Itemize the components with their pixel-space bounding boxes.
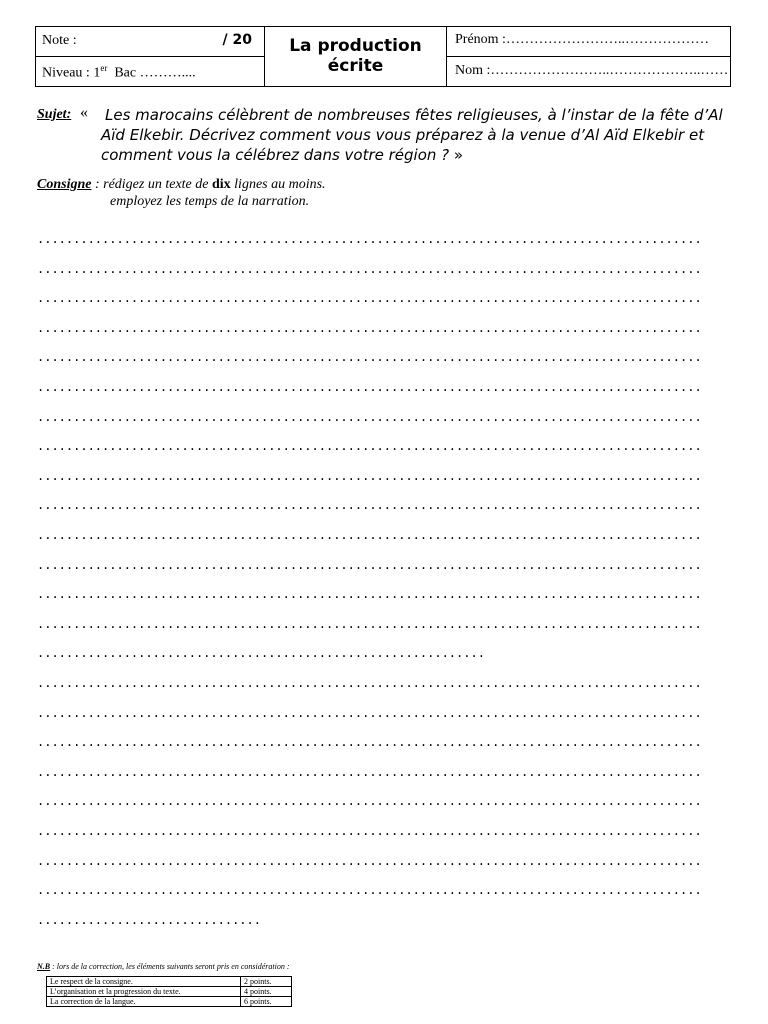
writing-line[interactable]: ............................................................................................: [37, 262, 702, 276]
title-cell: [265, 27, 447, 86]
writing-line[interactable]: ............................................................................................: [37, 528, 702, 542]
writing-line[interactable]: ............................................................................................: [37, 735, 702, 749]
niveau-cell: [36, 57, 265, 86]
note-max-score: / 20: [222, 32, 252, 48]
subject-label: Sujet:: [37, 107, 72, 122]
grading-table: [46, 976, 292, 1007]
writing-line[interactable]: ............................................................................................: [37, 558, 702, 572]
instruction-block: Consigne : rédigez un texte de dix lignes au moins. employez les temps de la narration.: [37, 177, 326, 209]
writing-line[interactable]: ............................................................................................: [37, 676, 702, 690]
writing-line[interactable]: ............................................................................................: [37, 824, 702, 838]
prenom-field[interactable]: Prénom :……………………..………………: [455, 32, 709, 47]
grading-criterion: L’organisation et la progression du texte.: [47, 987, 241, 997]
writing-line[interactable]: ............................................................................................: [37, 706, 702, 720]
grading-row: [47, 977, 292, 987]
nom-cell: [447, 57, 730, 86]
writing-line[interactable]: ............................................................................................: [37, 794, 702, 808]
writing-line[interactable]: ............................................................................................: [37, 587, 702, 601]
prenom-cell: [447, 27, 730, 57]
subject-open-quote: «: [80, 104, 88, 121]
note-cell: [36, 27, 265, 57]
instruction-line-2: employez les temps de la narration.: [110, 194, 310, 209]
writing-line[interactable]: ............................................................................................: [37, 469, 702, 483]
writing-line[interactable]: ............................................................................................: [37, 380, 702, 394]
page-title: La production écrite: [289, 36, 422, 76]
writing-line[interactable]: ............................................................................................: [37, 232, 702, 246]
writing-line[interactable]: ............................................................................................: [37, 439, 702, 453]
writing-line[interactable]: ............................................................................................: [37, 765, 702, 779]
grading-criterion: La correction de la langue.: [47, 997, 241, 1007]
grading-criterion: Le respect de la consigne.: [47, 977, 241, 987]
subject-text: Les marocains célèbrent de nombreuses fêtes religieuses, à l’instar de la fête d’Al Aïd Elkebir. Décrivez comment vous vous préparez à la venue d’Al Aïd Elkebir et comment vous la célébrez dans votre région ? »: [101, 106, 723, 164]
writing-line[interactable]: ............................................................................................: [37, 617, 702, 631]
writing-line[interactable]: ..............................................................: [37, 646, 485, 660]
grading-row: [47, 987, 292, 997]
writing-line[interactable]: ............................................................................................: [37, 321, 702, 335]
writing-line[interactable]: ............................................................................................: [37, 498, 702, 512]
instruction-label: Consigne: [37, 177, 92, 192]
grading-points: 4 points.: [241, 987, 292, 997]
writing-line[interactable]: ............................................................................................: [37, 410, 702, 424]
grading-points: 6 points.: [241, 997, 292, 1007]
niveau-label: Niveau : 1er Bac ………....: [42, 63, 196, 81]
nom-field[interactable]: Nom :……………………..………………..……: [455, 63, 729, 78]
grading-row: [47, 997, 292, 1007]
writing-line[interactable]: ...............................: [37, 913, 261, 927]
header-table: [35, 26, 731, 87]
nb-note: N.B : lors de la correction, les éléments suivants seront pris en considération :: [37, 962, 290, 971]
writing-line[interactable]: ............................................................................................: [37, 350, 702, 364]
grading-points: 2 points.: [241, 977, 292, 987]
writing-line[interactable]: ............................................................................................: [37, 291, 702, 305]
note-label: Note :: [42, 33, 77, 48]
writing-line[interactable]: ............................................................................................: [37, 854, 702, 868]
writing-line[interactable]: ............................................................................................: [37, 883, 702, 897]
